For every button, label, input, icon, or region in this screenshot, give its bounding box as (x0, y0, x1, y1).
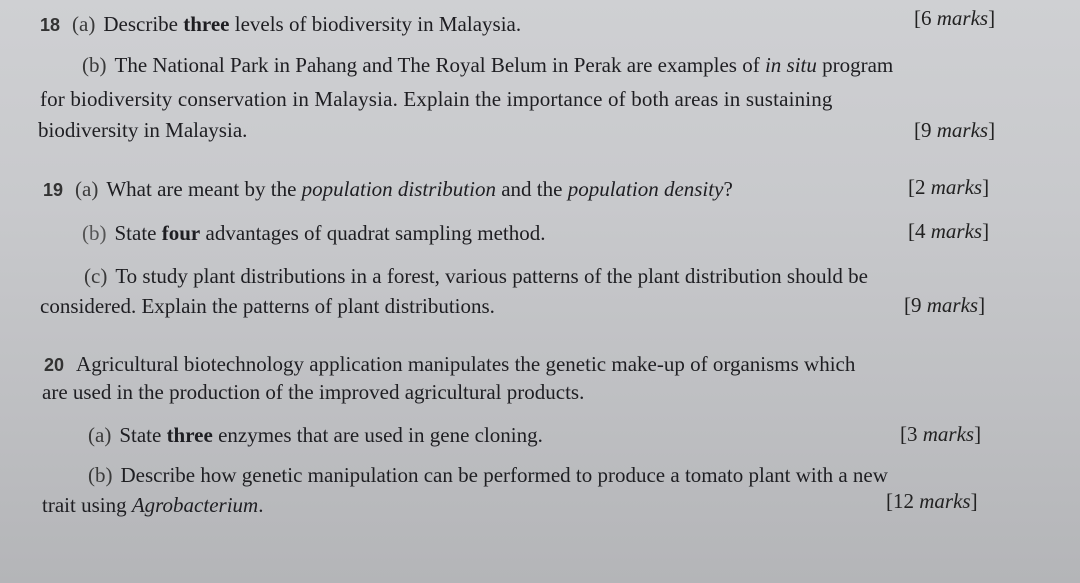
q20-line1 (44, 351, 855, 378)
q18b-marks: [9 marks] (914, 118, 996, 142)
q20b-line2-italic: Agrobacterium (131, 493, 259, 517)
q20b-line1 (88, 462, 888, 488)
q19a-label: (a) (75, 177, 99, 201)
q18b-line3: biodiversity in Malaysia. (38, 118, 248, 142)
q18a-marks-num: 6 (921, 6, 932, 30)
q20-number: 20 (44, 355, 65, 375)
q18a-text-pre: Describe (103, 12, 184, 36)
q19b-marks-word: marks (930, 219, 983, 243)
q20-line1-text: Agricultural biotechnology application manipulates the genetic make-up of organisms which (76, 352, 856, 376)
q20b-line1-text: Describe how genetic manipulation can be performed to produce a tomato plant with a new (120, 463, 888, 487)
q19a-pre: What are meant by the (106, 177, 302, 201)
q19b-marks-num: 4 (915, 219, 926, 243)
q19c-line1-text: To study plant distributions in a forest, various patterns of the plant distribution should be (115, 264, 869, 288)
q18a-marks-word: marks (936, 6, 989, 30)
q20a-pre: State (119, 423, 167, 447)
q19b-pre: State (114, 221, 162, 245)
q19-number: 19 (43, 180, 64, 200)
q20a-marks-num: 3 (907, 422, 918, 446)
q19b-line (82, 220, 546, 246)
q20a-marks: [3 marks] (900, 422, 982, 446)
q18a-marks: [6 marks] (914, 6, 996, 30)
q20a-line (88, 422, 543, 448)
q20a-bold: three (166, 423, 213, 447)
q19b-marks: [4 marks] (908, 219, 990, 243)
q18b-marks-num: 9 (921, 118, 932, 142)
q19a-line (43, 176, 733, 203)
q19a-marks-num: 2 (915, 175, 926, 199)
q18b-label: (b) (82, 53, 107, 77)
q18a-text-bold: three (183, 12, 230, 36)
q19b-bold: four (161, 221, 201, 245)
q19a-italic2: population density (567, 177, 724, 201)
q18b-line1-post: program (816, 53, 894, 77)
q19a-post: ? (723, 177, 733, 201)
q19c-line2: considered. Explain the patterns of plant distributions. (40, 294, 495, 318)
q18a-text-post: levels of biodiversity in Malaysia. (229, 12, 522, 36)
q18b-marks-word: marks (936, 118, 989, 142)
q20b-line2-pre: trait using (42, 493, 132, 517)
q19c-label: (c) (84, 264, 108, 288)
q19c-marks: [9 marks] (904, 293, 986, 317)
q18b-line2: for biodiversity conservation in Malaysia. Explain the importance of both areas in sustaining (40, 87, 833, 111)
q20b-marks: [12 marks] (886, 489, 978, 513)
q18a-label: (a) (72, 12, 96, 36)
q20a-label: (a) (88, 423, 112, 447)
q19a-italic1: population distribution (301, 177, 496, 201)
q19a-mid: and the (495, 177, 568, 201)
q18b-line1-pre: The National Park in Pahang and The Royal Belum in Perak are examples of (114, 53, 765, 77)
q19c-line1 (84, 263, 868, 289)
q19a-marks: [2 marks] (908, 175, 990, 199)
q18b-line1-italic: in situ (764, 53, 817, 77)
q19c-marks-num: 9 (911, 293, 922, 317)
q20b-marks-num: 12 (893, 489, 914, 513)
q20b-line2-post: . (258, 493, 264, 517)
q20-line2: are used in the production of the improved agricultural products. (42, 380, 585, 404)
q19c-marks-word: marks (926, 293, 979, 317)
q20b-line2 (42, 492, 263, 518)
q18a-line (40, 11, 521, 38)
q20a-marks-word: marks (922, 422, 975, 446)
q18-number: 18 (40, 15, 61, 35)
q19a-marks-word: marks (930, 175, 983, 199)
q19b-post: advantages of quadrat sampling method. (200, 221, 546, 245)
q19b-label: (b) (82, 221, 107, 245)
q18b-line1 (82, 52, 893, 78)
q20a-post: enzymes that are used in gene cloning. (212, 423, 543, 447)
q20b-marks-word: marks (919, 489, 971, 513)
q20b-label: (b) (88, 463, 113, 487)
